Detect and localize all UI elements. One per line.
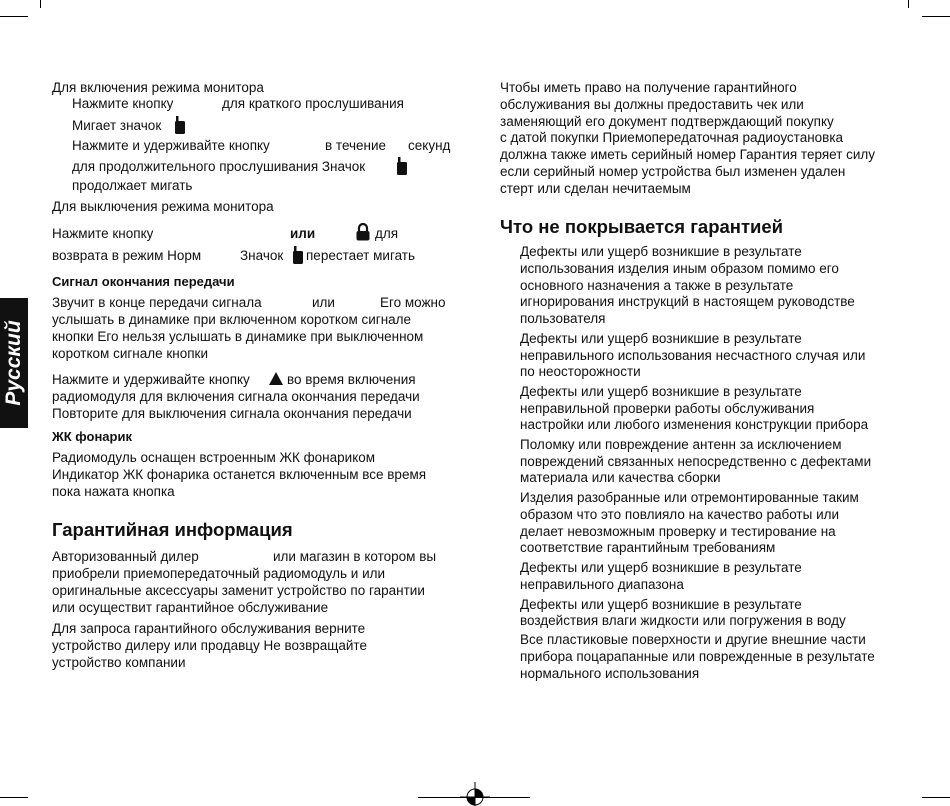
lcd-title: ЖК фонарик xyxy=(52,429,132,444)
text-line: должна также иметь серийный номер Гарантия теряет силу xyxy=(500,147,876,162)
list-item: неправильного использования несчастного случая или xyxy=(520,348,866,363)
crop-mark xyxy=(922,16,950,17)
text-line: секунд xyxy=(408,138,451,153)
list-item: настройки или любого изменения конструкции прибора xyxy=(520,417,869,432)
crop-mark xyxy=(40,0,41,8)
list-item: неправильной проверки работы обслуживания xyxy=(520,401,815,416)
text-line: для краткого прослушивания xyxy=(222,96,404,111)
list-item: неправильного диапазона xyxy=(520,577,684,592)
text-line: Значок xyxy=(240,248,284,263)
monitor-off-title: Для выключения режима монитора xyxy=(52,199,274,214)
text-line: радиомодуля для включения сигнала окончания передачи xyxy=(52,389,420,404)
text-line: Мигает значок xyxy=(72,118,162,133)
text-line: для продолжительного прослушивания Значок xyxy=(72,159,366,174)
text-line: Нажмите и удерживайте кнопку xyxy=(72,138,270,153)
crop-mark xyxy=(0,797,28,798)
text-line: стерт или сделан нечитаемым xyxy=(500,181,691,196)
warranty-heading: Гарантийная информация xyxy=(52,519,293,540)
monitor-on-title: Для включения режима монитора xyxy=(52,80,264,95)
monitor-radio-icon xyxy=(174,115,186,135)
monitor-radio-icon xyxy=(292,245,304,265)
list-item: Дефекты или ущерб возникшие в результате xyxy=(520,597,802,612)
text-line: с датой покупки Приемопередаточная радиоустановка xyxy=(500,130,844,145)
list-item: Дефекты или ущерб возникшие в результате xyxy=(520,560,802,575)
text-line: Нажмите кнопку xyxy=(72,96,174,111)
text-line-or: или xyxy=(290,226,316,241)
crop-mark xyxy=(0,16,28,17)
list-item: Все пластиковые поверхности и другие внешние части xyxy=(520,632,866,647)
list-item: Дефекты или ущерб возникшие в результате xyxy=(520,331,802,346)
list-item: материала или качества сборки xyxy=(520,470,721,485)
list-item: прибора поцарапанные или поврежденные в результате xyxy=(520,649,875,664)
text-line: Радиомодуль оснащен встроенным ЖК фонариком xyxy=(52,450,376,465)
text-line: в течение xyxy=(325,138,387,153)
text-line: или xyxy=(312,295,335,310)
list-item: использования изделия иным образом помимо его xyxy=(520,261,839,276)
text-line: услышать в динамике при включенном коротком сигнале xyxy=(52,312,412,327)
text-line: продолжает мигать xyxy=(72,178,193,193)
text-line: пока нажата кнопка xyxy=(52,484,175,499)
text-line: Для запроса гарантийного обслуживания верните xyxy=(52,621,366,636)
text-line: если серийный номер устройства был изменен удален xyxy=(500,164,846,179)
list-item: делает невозможным проверку и тестирование на xyxy=(520,524,836,539)
list-item: повреждений связанных непосредственно с дефектами xyxy=(520,454,872,469)
text-line: Звучит в конце передачи сигнала xyxy=(52,295,262,310)
language-side-tab-label: Русский xyxy=(2,320,25,406)
text-line: Нажмите и удерживайте кнопку xyxy=(52,372,250,387)
text-line: перестает мигать xyxy=(306,248,415,263)
list-item: нормального использования xyxy=(520,666,700,681)
list-item: пользователя xyxy=(520,311,606,326)
text-line: устройство дилеру или продавцу Не возвращайте xyxy=(52,638,367,653)
text-line: Его можно xyxy=(380,295,446,310)
text-line: для xyxy=(375,226,399,241)
monitor-radio-icon xyxy=(396,156,408,176)
list-item: Дефекты или ущерб возникшие в результате xyxy=(520,244,802,259)
not-covered-heading: Что не покрывается гарантией xyxy=(500,216,784,237)
text-line: приобрели приемопередаточный радиомодуль и или xyxy=(52,566,386,581)
text-line: Индикатор ЖК фонарика останется включенным все время xyxy=(52,467,427,482)
text-line: устройство компании xyxy=(52,655,186,670)
list-item: по неосторожности xyxy=(520,364,641,379)
text-line: во время включения xyxy=(287,372,416,387)
list-item: игнорирования инструкций в настоящем руководстве xyxy=(520,294,855,309)
up-triangle-icon xyxy=(268,371,284,386)
list-item: соответствие гарантийным требованиям xyxy=(520,540,776,555)
text-line: кнопки Его нельзя услышать в динамике при выключенном xyxy=(52,329,424,344)
text-line: возврата в режим Норм xyxy=(52,248,202,263)
crop-mark xyxy=(922,797,950,798)
text-line: Повторите для выключения сигнала окончания передачи xyxy=(52,406,412,421)
list-item: Поломку или повреждение антенн за исключением xyxy=(520,437,842,452)
list-item: основного назначения а также в результате xyxy=(520,278,794,293)
list-item: Изделия разобранные или отремонтированные таким xyxy=(520,490,859,505)
eot-title: Сигнал окончания передачи xyxy=(52,274,235,289)
crop-mark xyxy=(908,0,909,8)
text-line: коротком сигнале кнопки xyxy=(52,346,209,361)
text-line: обслуживания вы должны предоставить чек или xyxy=(500,97,804,112)
text-line: Авторизованный дилер xyxy=(52,549,199,564)
list-item: Дефекты или ущерб возникшие в результате xyxy=(520,384,802,399)
text-line: Нажмите кнопку xyxy=(52,226,154,241)
list-item: образом что это повлияло на качество работы или xyxy=(520,507,840,522)
text-line: или осуществит гарантийное обслуживание xyxy=(52,600,329,615)
lock-icon xyxy=(355,223,371,241)
text-line: Чтобы иметь право на получение гарантийного xyxy=(500,80,797,95)
list-item: воздействия влаги жидкости или погружения в воду xyxy=(520,613,846,628)
text-line: или магазин в котором вы xyxy=(273,549,437,564)
registration-mark-icon xyxy=(458,780,492,806)
text-line: заменяющий его документ подтверждающий покупку xyxy=(500,114,834,129)
text-line: оригинальные аксессуары заменит устройство по гарантии xyxy=(52,583,425,598)
language-side-tab xyxy=(0,298,28,428)
